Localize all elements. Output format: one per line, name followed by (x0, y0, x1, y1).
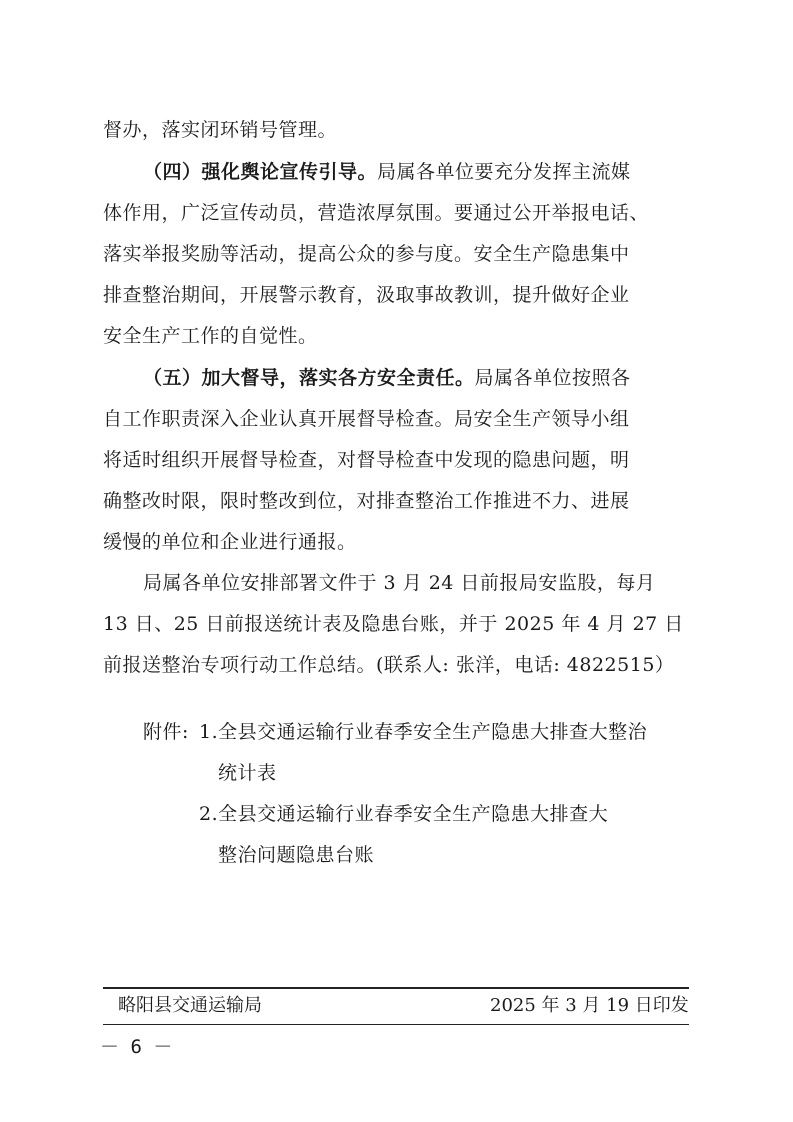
footer-top-rule (103, 987, 689, 989)
section-5-line-5: 缓慢的单位和企业进行通报。 (103, 531, 357, 553)
section-4-line-5: 安全生产工作的自觉性。 (103, 325, 318, 347)
page-number: － 6 － (100, 1036, 173, 1058)
section-4-line-4: 排查整治期间，开展警示教育，汲取事故教训，提升做好企业 (103, 284, 630, 306)
attachments-label: 附件: (143, 721, 189, 743)
section-5-first-line (143, 366, 723, 390)
section-5-first-rest: 局属各单位按照各 (474, 367, 631, 389)
body-line-continuation: 督办，落实闭环销号管理。 (103, 119, 338, 141)
section-4-line-3: 落实举报奖励等活动，提高公众的参与度。安全生产隐患集中 (103, 243, 630, 265)
section-5-heading: （五）加大督导，落实各方安全责任。 (143, 367, 475, 389)
section-4-first-rest: 局属各单位要充分发挥主流媒 (377, 161, 631, 183)
footer-bottom-rule (103, 1024, 689, 1025)
section-4-heading: （四）强化舆论宣传引导。 (143, 161, 378, 183)
attachment-1-line-2: 统计表 (218, 762, 277, 784)
footer-issuer: 略阳县交通运输局 (118, 995, 262, 1016)
attachment-2-line-2: 整治问题隐患台账 (218, 844, 375, 866)
section-5-line-3: 将适时组织开展督导检查，对督导检查中发现的隐患问题，明 (103, 449, 630, 471)
section-5-line-4: 确整改时限，限时整改到位，对排查整治工作推进不力、进展 (103, 490, 630, 512)
attachment-1-line-1: 1.全县交通运输行业春季安全生产隐患大排查大整治 (199, 721, 648, 743)
attachment-2-line-1: 2.全县交通运输行业春季安全生产隐患大排查大 (199, 803, 609, 825)
section-4-line-2: 体作用，广泛宣传动员，营造浓厚氛围。要通过公开举报电话、 (103, 202, 650, 224)
section-4-first-line (143, 160, 723, 184)
notice-line-3: 前报送整治专项行动工作总结。(联系人: 张洋，电话: 4822515） (103, 654, 675, 676)
notice-line-2: 13 日、25 日前报送统计表及隐患台账，并于 2025 年 4 月 27 日 (103, 613, 684, 635)
footer-print-date: 2025 年 3 月 19 日印发 (490, 995, 689, 1016)
notice-line-1: 局属各单位安排部署文件于 3 月 24 日前报局安监股，每月 (143, 572, 656, 594)
section-5-line-2: 自工作职责深入企业认真开展督导检查。局安全生产领导小组 (103, 408, 630, 430)
